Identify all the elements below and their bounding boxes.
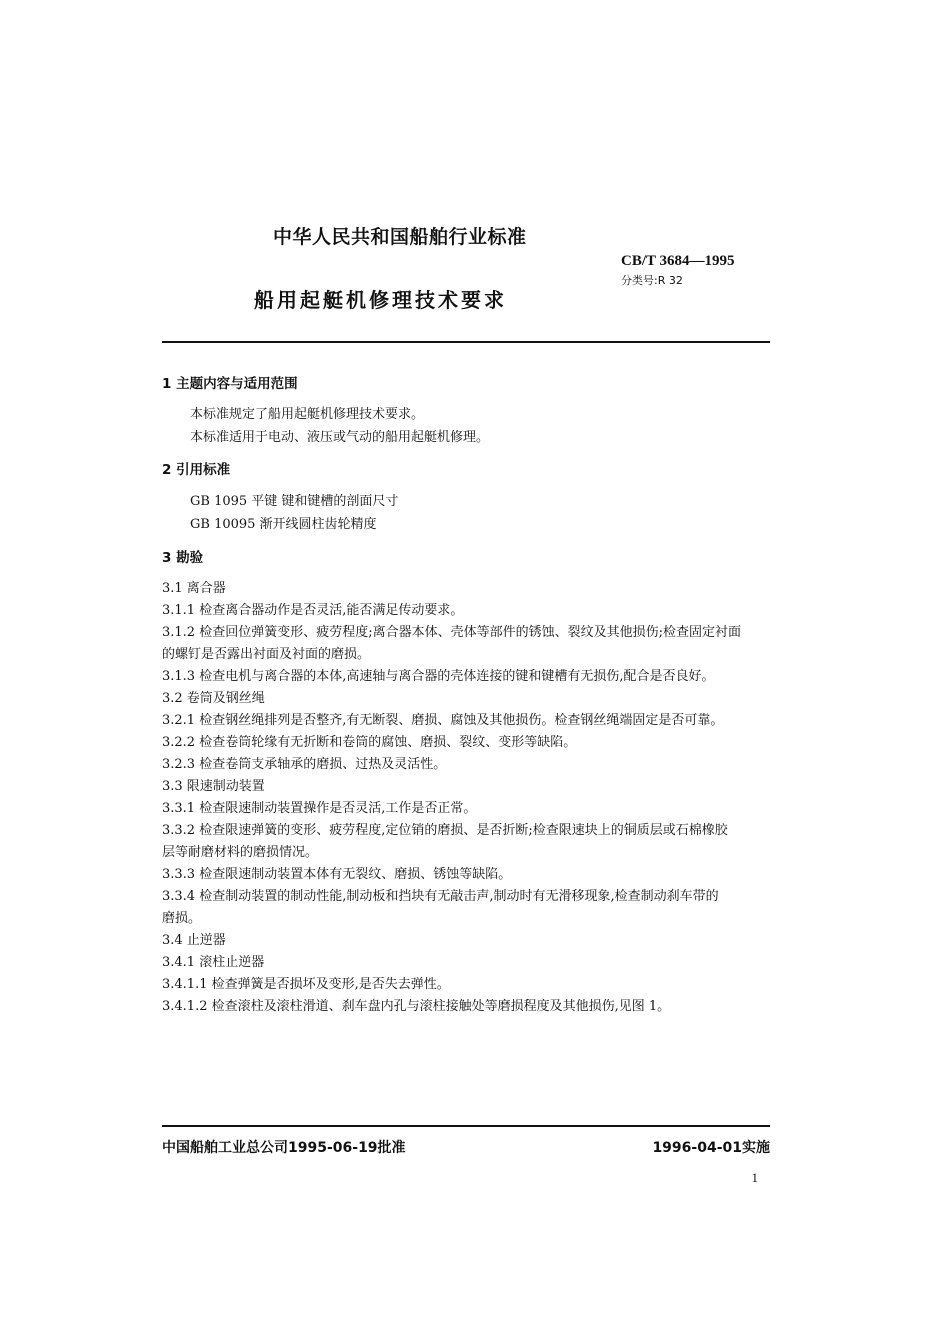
section-3-heading: 3 勘验: [162, 550, 204, 566]
clause-line: 3.2.3 检查卷筒支承轴承的磨损、过热及灵活性。: [162, 757, 447, 772]
implementation-date: 1996-04-01实施: [652, 1140, 770, 1156]
top-divider: [162, 341, 770, 343]
clause-line: 3.1.1 检查离合器动作是否灵活,能否满足传动要求。: [162, 603, 464, 618]
reference-item-1: GB 1095 平键 键和键槽的剖面尺寸: [190, 494, 399, 509]
section-1-heading: 1 主题内容与适用范围: [162, 376, 298, 392]
standard-org-heading: 中华人民共和国船舶行业标准: [273, 226, 527, 248]
clause-line: 磨损。: [162, 911, 202, 926]
standard-code: [621, 253, 735, 270]
clause-line: 3.4 止逆器: [162, 933, 226, 948]
clause-line: 3.3.2 检查限速弹簧的变形、疲劳程度,定位销的磨损、是否折断;检查限速块上的铜质层或石棉橡胶: [162, 823, 728, 838]
page-number: 1: [751, 1170, 758, 1185]
classification-number: 分类号:R 32: [621, 274, 683, 287]
section-2-heading: 2 引用标准: [162, 462, 231, 478]
section-1-paragraph-1: 本标准规定了船用起艇机修理技术要求。: [190, 407, 425, 422]
clause-line: 3.4.1.2 检查滚柱及滚柱滑道、刹车盘内孔与滚柱接触处等磨损程度及其他损伤,见图 1。: [162, 999, 671, 1014]
clause-line: 3.3 限速制动装置: [162, 779, 265, 794]
standard-code-text: CB/T 3684—1995: [621, 253, 735, 269]
clause-line: 3.4.1.1 检查弹簧是否损坏及变形,是否失去弹性。: [162, 977, 450, 992]
reference-item-2: GB 10095 渐开线圆柱齿轮精度: [190, 517, 377, 532]
bottom-divider: [162, 1125, 770, 1127]
clause-line: 3.4.1 滚柱止逆器: [162, 955, 265, 970]
document-title: 船用起艇机修理技术要求: [254, 288, 507, 312]
clause-line: 3.1.3 检查电机与离合器的本体,高速轴与离合器的壳体连接的键和键槽有无损伤,配合是否良好。: [162, 669, 715, 684]
clause-line: 3.3.3 检查限速制动装置本体有无裂纹、磨损、锈蚀等缺陷。: [162, 867, 512, 882]
clause-line: 3.2.1 检查钢丝绳排列是否整齐,有无断裂、磨损、腐蚀及其他损伤。检查钢丝绳端固定是否可靠。: [162, 713, 724, 728]
clause-line: 3.3.4 检查制动装置的制动性能,制动板和挡块有无敲击声,制动时有无滑移现象,检查制动刹车带的: [162, 889, 719, 904]
clause-line: 层等耐磨材料的磨损情况。: [162, 845, 319, 860]
clause-line: 3.2 卷筒及钢丝绳: [162, 691, 265, 706]
clause-line: 3.3.1 检查限速制动装置操作是否灵活,工作是否正常。: [162, 801, 477, 816]
clause-line: 的螺钉是否露出衬面及衬面的磨损。: [162, 647, 371, 662]
clause-line: 3.1 离合器: [162, 581, 226, 596]
section-1-paragraph-2: 本标准适用于电动、液压或气动的船用起艇机修理。: [190, 430, 490, 445]
clause-line: 3.1.2 检查回位弹簧变形、疲劳程度;离合器本体、壳体等部件的锈蚀、裂纹及其他损伤;检查固定衬面: [162, 625, 741, 640]
clause-line: 3.2.2 检查卷筒轮缘有无折断和卷筒的腐蚀、磨损、裂纹、变形等缺陷。: [162, 735, 577, 750]
approval-note: 中国船舶工业总公司1995-06-19批准: [162, 1140, 406, 1156]
